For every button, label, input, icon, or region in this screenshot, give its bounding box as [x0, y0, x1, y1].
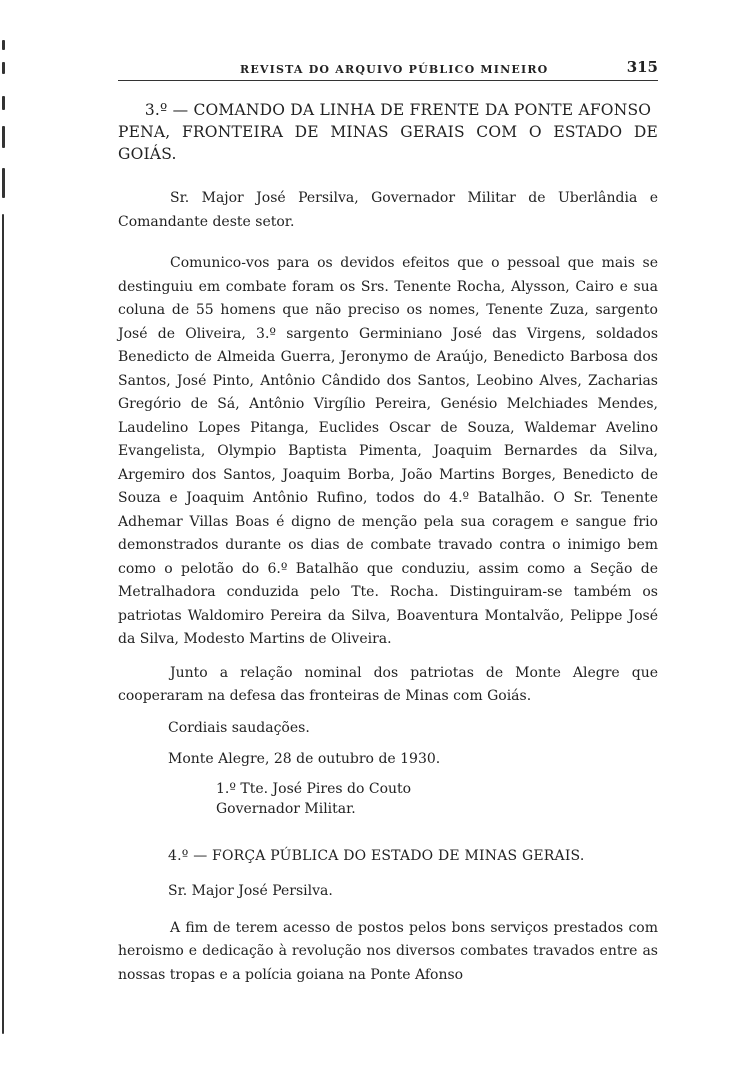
document-page	[118, 58, 658, 987]
section-3-heading-line-2: PENA, FRONTEIRA DE MINAS GERAIS COM O ESTADO DE GOIÁS.	[118, 123, 658, 163]
greeting: Cordiais saudações.	[168, 719, 310, 736]
section-3-enclosure: Junto a relação nominal dos patriotas de Monte Alegre que cooperaram na defesa das fronteiras de Minas com Goiás.	[118, 664, 658, 704]
page-number: 315	[626, 58, 658, 76]
signature-name: 1.º Tte. José Pires do Couto	[216, 780, 412, 797]
signature-title: Governador Militar.	[216, 800, 356, 817]
place-date: Monte Alegre, 28 de outubro de 1930.	[168, 750, 441, 767]
section-3-heading	[118, 99, 658, 165]
signature-block	[216, 779, 658, 819]
binding-edge	[0, 0, 14, 1067]
section-4-heading: 4.º — FORÇA PÚBLICA DO ESTADO DE MINAS GERAIS.	[168, 847, 585, 864]
section-3-heading-line-1: 3.º — COMANDO DA LINHA DE FRENTE DA PONTE AFONSO	[144, 101, 652, 119]
section-4-address: Sr. Major José Persilva.	[168, 882, 333, 899]
section-4-body: A fim de terem acesso de postos pelos bons serviços prestados com heroismo e dedicação à revolução nos diversos combates travados entre as nossas tropas e a polícia goiana na Ponte Afonso	[118, 919, 658, 983]
section-3-address: Sr. Major José Persilva, Governador Militar de Uberlândia e Comandante deste setor.	[118, 190, 658, 230]
running-head: REVISTA DO ARQUIVO PÚBLICO MINEIRO	[240, 63, 549, 76]
section-3-body: Comunico-vos para os devidos efeitos que o pessoal que mais se destinguiu em combate foram os Srs. Tenente Rocha, Alysson, Cairo e sua coluna de 55 homens que não preciso os nomes, Tenente Zuza, sargento José de Oliveira, 3.º sargento Germiniano José das Virgens, soldados Benedicto de Almeida Guerra, Jeronymo de Araújo, Benedicto Barbosa dos Santos, José Pinto, Antônio Cândido dos Santos, Leobino Alves, Zacharias Gregório de Sá, Antônio Virgílio Pereira, Genésio Melchiades Mendes, Laudelino Lopes Pitanga, Euclides Oscar de Souza, Waldemar Avelino Evangelista, Olympio Baptista Pimenta, Joaquim Bernardes da Silva, Argemiro dos Santos, Joaquim Borba, João Martins Borges, Benedicto de Souza e Joaquim Antônio Rufino, todos do 4.º Batalhão. O Sr. Tenente Adhemar Villas Boas é digno de menção pela sua coragem e sangue frio demonstrados durante os dias de combate travado contra o inimigo bem como o pelotão do 6.º Batalhão que conduziu, assim como a Seção de Metralhadora conduzida pelo Tte. Rocha. Distinguiram-se também os patriotas Waldomiro Pereira da Silva, Boaventura Montalvão, Pelippe José da Silva, Modesto Martins de Oliveira.	[118, 255, 658, 647]
page-header	[118, 58, 658, 81]
